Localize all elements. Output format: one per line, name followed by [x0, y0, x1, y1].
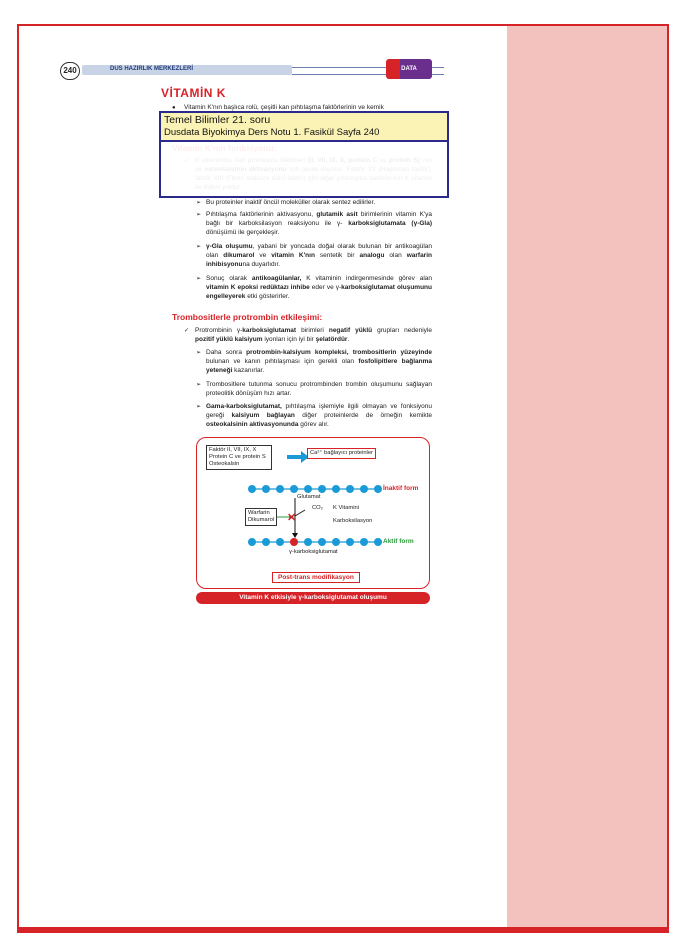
overlay-source: Dusdata Biyokimya Ders Notu 1. Fasikül Sayfa 240	[164, 127, 380, 138]
platelets-paragraph: Protrombinin γ-karboksiglutamat birimleri negatif yüklü grupları nedeniyle pozitif yüklü kalsiyum iyonları için iyi bir şelatördür.	[195, 327, 432, 343]
page-title: VİTAMİN K	[161, 86, 226, 100]
arrow-bullet-icon: ➢	[196, 382, 202, 388]
co2-label: CO₂	[312, 505, 323, 511]
overlay-question: Temel Bilimler 21. soru	[164, 114, 271, 126]
residue-bead	[276, 538, 284, 546]
ca-binding-box: Ca²⁺ bağlayıcı proteinler	[307, 448, 376, 459]
function-sub-1: Bu proteinler inaktif öncül moleküller olarak sentez edilirler.	[206, 199, 376, 206]
residue-bead	[374, 538, 382, 546]
overlay-header	[161, 113, 447, 142]
residue-bead	[248, 538, 256, 546]
post-translational-box: Post-trans modifikasyon	[272, 572, 360, 583]
factors-line-3: Osteokalsin	[209, 461, 240, 467]
dicumarol-label: Dikumarol	[248, 517, 275, 523]
question-reference-overlay	[159, 111, 449, 198]
residue-bead	[332, 538, 340, 546]
platelets-sub-1: Daha sonra protrombin-kalsiyum kompleksi, trombositlerin yüzeyinde bulunan ve kanın pıhtılaşması için gerekli olan fosfolipitlere bağlanma yeteneği kazanırlar.	[206, 349, 432, 374]
down-arrow-head-icon	[292, 533, 298, 538]
carboxylation-label: Karboksilasyon	[333, 518, 373, 524]
residue-bead	[304, 485, 312, 493]
warfarin-box	[245, 508, 277, 526]
function-sub-2: Pıhtılaşma faktörlerinin aktivasyonu, glutamik asit birimlerinin vitamin K'ya bağlı bir karboksilasyon reaksiyonu ile γ- karboksiglutamata (γ-Gla) dönüşümü ile gerçekleşir.	[206, 211, 433, 236]
bullet-icon: ●	[172, 105, 176, 111]
residue-bead	[346, 538, 354, 546]
platelets-sub-3: Gama-karboksiglutamat, pıhtılaşma işlemiyle ilgili olmayan ve fonksiyonu gereği kalsiyum bağlayan diğer proteinlerde de örneğin kemikte osteokalsinin aktivasyonunda görev alır.	[206, 403, 433, 428]
platelets-sub-2: Trombositlere tutunma sonucu protrombinden trombin oluşumunu sağlayan proteolitik dönüşüm hızı artar.	[206, 381, 432, 397]
section-heading-platelets: Trombositlerle protrombin etkileşimi:	[172, 312, 323, 322]
inactive-form-label: İnaktif form	[383, 485, 419, 492]
blue-arrow-icon	[287, 451, 309, 463]
residue-bead	[360, 485, 368, 493]
residue-bead	[374, 485, 382, 493]
figure-caption: Vitamin K etkisiyle γ-karboksiglutamat oluşumu	[196, 592, 430, 604]
bottom-bar	[17, 929, 669, 933]
residue-bead	[248, 485, 256, 493]
arrow-bullet-icon: ➢	[196, 404, 202, 410]
dusdata-logo: DATA	[386, 59, 432, 79]
residue-bead	[262, 485, 270, 493]
arrow-bullet-icon: ➢	[196, 244, 202, 250]
gamma-carboxyglutamate-label: γ-karboksiglutamat	[289, 549, 338, 555]
modified-residue-bead	[290, 538, 298, 546]
residue-bead	[262, 538, 270, 546]
intro-text: Vitamin K'nın başlıca rolü, çeşitli kan pıhtılaşma faktörlerinin ve kemik	[184, 104, 384, 111]
carboxylation-diagram	[196, 437, 430, 589]
residue-bead	[360, 538, 368, 546]
page-header	[60, 62, 432, 80]
arrow-bullet-icon: ➢	[196, 212, 202, 218]
residue-bead	[346, 485, 354, 493]
residue-bead	[332, 485, 340, 493]
factors-line-1: Faktör II, VII, IX, X	[209, 447, 257, 453]
glutamat-label: Glutamat	[297, 494, 321, 500]
check-icon: ✓	[184, 328, 190, 334]
residue-bead	[318, 538, 326, 546]
function-sub-3: γ-Gla oluşumu, yabani bir yoncada doğal olarak bulunan bir antikoagülan olan dikumarol ve vitamin K'nın sentetik bir analogu olan warfarin inhibisyonuna duyarlıdır.	[206, 243, 432, 268]
publisher-name: DUS HAZIRLIK MERKEZLERİ	[110, 66, 193, 72]
residue-bead	[290, 485, 298, 493]
residue-bead	[304, 538, 312, 546]
warfarin-label: Warfarin	[248, 510, 270, 516]
inhibit-x-icon: ✕	[287, 512, 297, 524]
diagram-graphics	[197, 438, 431, 590]
factors-line-2: Protein C ve protein S	[209, 454, 266, 460]
residue-bead	[318, 485, 326, 493]
arrow-bullet-icon: ➢	[196, 200, 202, 206]
active-form-label: Aktif form	[383, 538, 414, 545]
residue-bead	[276, 485, 284, 493]
page-number: 240	[60, 62, 80, 80]
co2-arrow-line	[295, 510, 305, 516]
arrow-bullet-icon: ➢	[196, 350, 202, 356]
arrow-bullet-icon: ➢	[196, 276, 202, 282]
vitamin-k-label: K Vitamini	[333, 505, 359, 511]
function-sub-4: Sonuç olarak antikoagülanlar, K vitaminin indirgenmesinde görev alan vitamin K epoksi redüktazı inhibe eder ve γ-karboksiglutamat oluşumunu engelleyerek etki gösterirler.	[206, 275, 432, 300]
